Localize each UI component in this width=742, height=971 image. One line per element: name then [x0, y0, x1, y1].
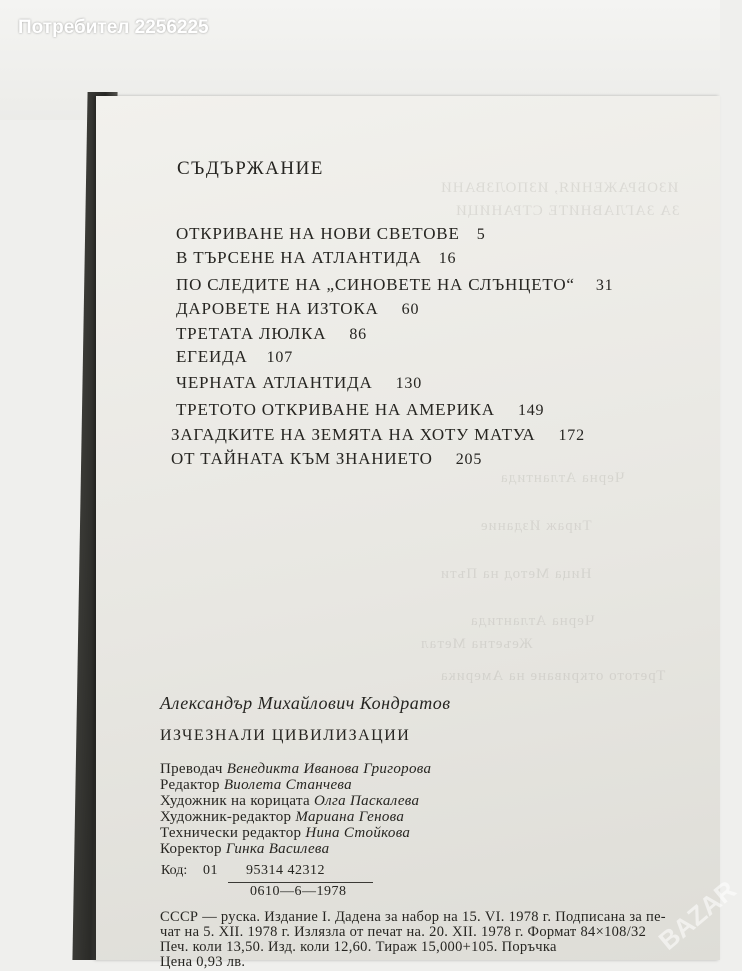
toc-entry-page: 16 [438, 250, 457, 267]
toc-entry [176, 347, 293, 367]
toc-entry-page: 149 [517, 402, 545, 419]
toc-entry-title: ПО СЛЕДИТЕ НА „СИНОВЕТЕ НА СЛЪНЦЕТО“ [176, 275, 575, 294]
toc-entry [171, 425, 585, 445]
toc-entry-page: 107 [266, 349, 294, 366]
credit-line [160, 777, 352, 794]
code-bottom: 0610—6—1978 [250, 884, 347, 899]
username-overlay: Потребител 2256225 [18, 17, 209, 38]
credit-name: Нина Стойкова [305, 825, 411, 841]
credit-role: Преводач [160, 761, 223, 777]
credit-role: Технически редактор [160, 825, 302, 841]
watermark-logo: BAZAR [652, 874, 742, 956]
code-top: 95314 42312 [246, 863, 325, 878]
credit-line [160, 761, 431, 778]
toc-entry-page: 5 [476, 226, 486, 243]
toc-entry-title: ЗАГАДКИТЕ НА ЗЕМЯТА НА ХОТУ МАТУА [171, 425, 536, 444]
toc-entry [176, 275, 613, 295]
toc-entry-title: ТРЕТАТА ЛЮЛКА [176, 324, 327, 343]
toc-entry-page: 86 [349, 326, 367, 343]
toc-entry-page: 205 [455, 451, 483, 468]
toc-entry-title: ЧЕРНАТА АТЛАНТИДА [176, 373, 373, 392]
credit-line [160, 793, 419, 810]
toc-entry-title: ДАРОВЕТЕ НА ИЗТОКА [176, 299, 379, 318]
credit-role: Редактор [160, 777, 220, 793]
credit-name: Гинка Василева [225, 841, 330, 857]
toc-entry-title: ОТКРИВАНЕ НА НОВИ СВЕТОВЕ [176, 224, 460, 243]
bleed-through-text: Ница Метод на Пъти [440, 566, 592, 582]
toc-entry [176, 373, 422, 393]
toc-entry-page: 130 [395, 375, 423, 392]
bleed-through-text: Черна Атлантида [500, 470, 625, 486]
toc-entry-page: 60 [401, 301, 420, 318]
code-label: Код: [161, 863, 188, 878]
bleed-through-text: Черна Атлантида [470, 613, 595, 629]
code-prefix: 01 [203, 863, 218, 878]
toc-heading: СЪДЪРЖАНИЕ [177, 158, 324, 179]
toc-entry-title: ОТ ТАЙНАТА КЪМ ЗНАНИЕТО [171, 449, 433, 468]
credit-line [160, 825, 410, 842]
toc-entry-page: 31 [595, 277, 614, 294]
author-name: Александър Михайлович Кондратов [160, 693, 451, 713]
bleed-through-text: ИЗОБРАЖЕНИЯ, ИЗПОЛЗВАНИ [440, 180, 679, 196]
toc-entry-page: 172 [558, 427, 585, 444]
bleed-through-text: ЗА ЗАГЛАВНИТЕ СТРАНИЦИ [455, 203, 680, 219]
bleed-through-text: Тираж Издание [480, 518, 592, 534]
book-title: ИЗЧЕЗНАЛИ ЦИВИЛИЗАЦИИ [160, 727, 411, 744]
toc-entry-title: ЕГЕИДА [176, 347, 248, 366]
credit-role: Коректор [160, 841, 222, 857]
imprint-line: СССР — руска. Издание I. Дадена за набор на 15. VI. 1978 г. Подписана за пе- [160, 909, 666, 925]
credit-name: Олга Паскалева [314, 793, 420, 809]
imprint-line: чат на 5. XII. 1978 г. Излязла от печат на. 20. XII. 1978 г. Формат 84×108/32 [160, 924, 647, 940]
credit-name: Виолета Станчева [223, 777, 352, 793]
credit-name: Мариана Генова [295, 809, 405, 825]
imprint-line: Печ. коли 13,50. Изд. коли 12,60. Тираж 15,000+105. Поръчка [160, 939, 557, 955]
toc-entry [176, 299, 419, 319]
credit-line [160, 809, 404, 826]
bleed-through-text: Третото откриване на Америка [440, 668, 666, 684]
imprint-line: Цена 0,93 лв. [160, 954, 246, 970]
credit-role: Художник-редактор [160, 809, 292, 825]
toc-entry [176, 400, 544, 420]
bleed-through-text: Жеъетна Метал [420, 636, 533, 652]
credit-line [160, 841, 329, 858]
toc-entry-title: В ТЪРСЕНЕ НА АТЛАНТИДА [176, 248, 422, 267]
credit-name: Венедикта Иванова Григорова [226, 761, 432, 777]
toc-entry [171, 449, 482, 469]
toc-entry-title: ТРЕТОТО ОТКРИВАНЕ НА АМЕРИКА [176, 400, 495, 419]
toc-entry [176, 248, 456, 268]
toc-entry [176, 324, 367, 344]
code-divider [228, 882, 373, 883]
credit-role: Художник на корицата [160, 793, 310, 809]
toc-entry [176, 224, 486, 244]
